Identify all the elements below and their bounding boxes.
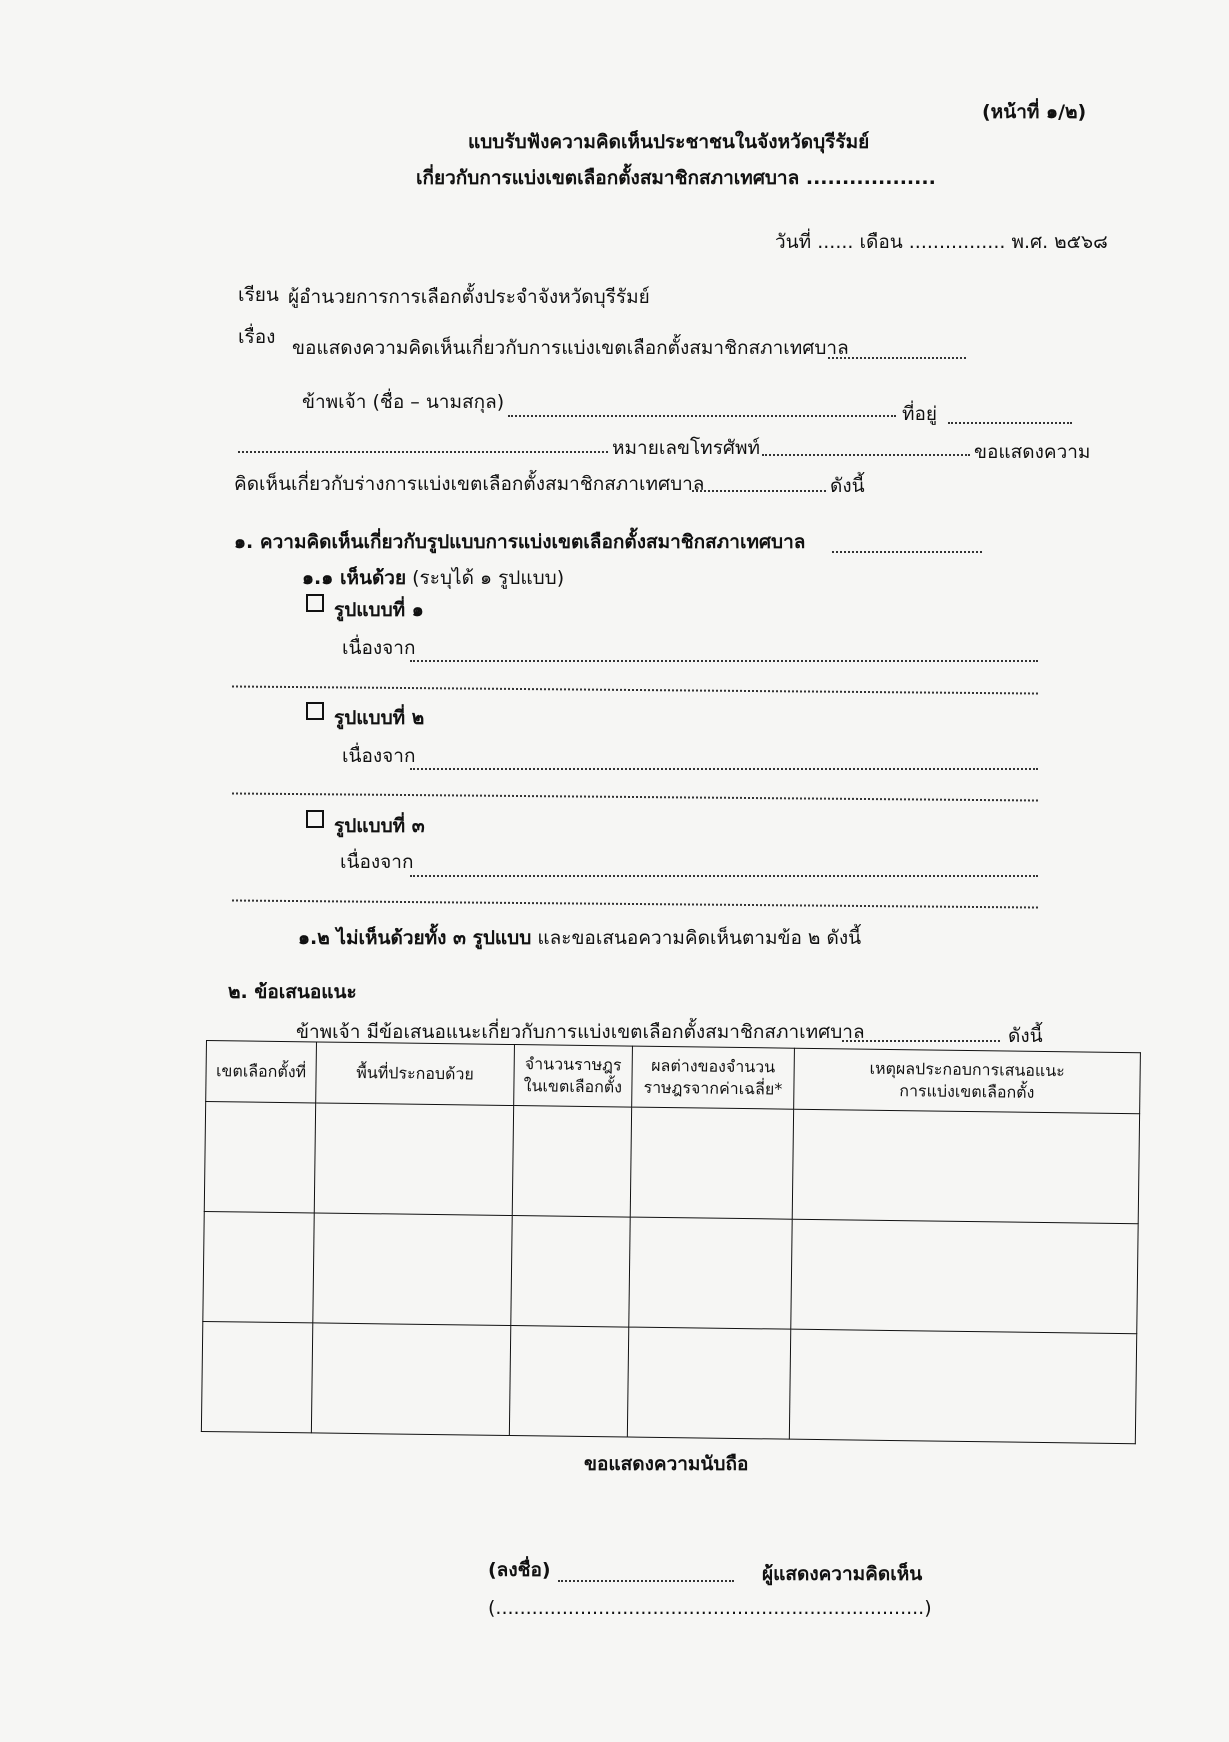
suggestion-intro-end: ดังนี้ — [1008, 1025, 1043, 1047]
section1-municipality-field[interactable] — [832, 551, 982, 553]
table-row — [201, 1321, 1136, 1443]
subject-text: ขอแสดงความคิดเห็นเกี่ยวกับการแบ่งเขตเลือกตั้งสมาชิกสภาเทศบาล — [292, 337, 849, 359]
option2-reason-field-2[interactable] — [232, 792, 1038, 801]
express-label: ขอแสดงความ — [974, 441, 1091, 463]
signer-name-field[interactable]: (.......................................................................) — [488, 1597, 932, 1619]
address-field[interactable] — [948, 422, 1072, 424]
table-row — [204, 1102, 1139, 1224]
table-cell[interactable] — [509, 1326, 628, 1438]
section1-heading: ๑. ความคิดเห็นเกี่ยวกับรูปแบบการแบ่งเขตเลือกตั้งสมาชิกสภาเทศบาล — [234, 531, 806, 553]
option1-reason-field[interactable] — [410, 660, 1038, 662]
disagree-line — [298, 926, 861, 950]
signature-field[interactable] — [558, 1580, 734, 1582]
table-cell[interactable] — [311, 1323, 510, 1436]
subject-municipality-field[interactable] — [828, 357, 966, 359]
option1-label: รูปแบบที่ ๑ — [334, 599, 424, 621]
option1-reason-label: เนื่องจาก — [342, 637, 416, 659]
option1-checkbox[interactable] — [306, 594, 324, 612]
table-cell[interactable] — [791, 1219, 1138, 1334]
col-header-reason: เหตุผลประกอบการเสนอแนะ การแบ่งเขตเลือกตั้ง — [794, 1048, 1141, 1114]
suggestion-intro: ข้าพเจ้า มีข้อเสนอแนะเกี่ยวกับการแบ่งเขตเลือกตั้งสมาชิกสภาเทศบาล — [296, 1021, 865, 1043]
col-header-district: เขตเลือกตั้งที่ — [206, 1041, 317, 1103]
agree-note: (ระบุได้ ๑ รูปแบบ) — [406, 567, 565, 589]
col-header-area: พื้นที่ประกอบด้วย — [316, 1042, 515, 1106]
to-label: เรียน — [238, 284, 279, 306]
signer-role: ผู้แสดงความคิดเห็น — [762, 1563, 923, 1585]
page-number: (หน้าที่ ๑/๒) — [982, 101, 1087, 123]
section2-heading: ๒. ข้อเสนอแนะ — [228, 981, 357, 1003]
table-cell[interactable] — [629, 1217, 792, 1329]
address-continued-field[interactable] — [238, 451, 608, 453]
address-label: ที่อยู่ — [902, 403, 938, 425]
suggestion-table — [201, 1040, 1141, 1444]
date-month-label[interactable]: เดือน ................ — [859, 231, 1012, 253]
phone-field[interactable] — [762, 454, 970, 456]
draft-opinion-text: คิดเห็นเกี่ยวกับร่างการแบ่งเขตเลือกตั้งสมาชิกสภาเทศบาล — [234, 473, 705, 495]
agree-line — [302, 566, 564, 590]
closing-text: ขอแสดงความนับถือ — [584, 1453, 749, 1475]
col-header-population: จำนวนราษฎร ในเขตเลือกตั้ง — [514, 1045, 633, 1108]
table-row — [203, 1211, 1138, 1333]
col-header-difference: ผลต่างของจำนวน ราษฎรจากค่าเฉลี่ย* — [632, 1046, 795, 1109]
disagree-label: ๑.๒ ไม่เห็นด้วยทั้ง ๓ รูปแบบ — [298, 927, 532, 949]
phone-label: หมายเลขโทรศัพท์ — [612, 437, 761, 459]
option3-reason-label: เนื่องจาก — [340, 851, 414, 873]
option2-reason-field[interactable] — [410, 768, 1038, 770]
suggestion-municipality-field[interactable] — [842, 1040, 1000, 1042]
option2-reason-label: เนื่องจาก — [342, 745, 416, 767]
form-subtitle: เกี่ยวกับการแบ่งเขตเลือกตั้งสมาชิกสภาเทศบาล .................. — [416, 167, 936, 189]
name-field[interactable] — [508, 415, 896, 417]
option1-reason-field-2[interactable] — [232, 685, 1038, 694]
draft-municipality-field[interactable] — [692, 490, 826, 492]
option2-label: รูปแบบที่ ๒ — [334, 707, 425, 729]
table-cell[interactable] — [204, 1102, 315, 1213]
agree-label: ๑.๑ เห็นด้วย — [302, 567, 407, 589]
option3-label: รูปแบบที่ ๓ — [334, 815, 425, 837]
to-recipient: ผู้อำนวยการการเลือกตั้งประจำจังหวัดบุรีรัมย์ — [288, 286, 650, 308]
table-cell[interactable] — [313, 1213, 512, 1326]
subject-label: เรื่อง — [238, 326, 276, 348]
table-cell[interactable] — [203, 1211, 314, 1322]
draft-opinion-end: ดังนี้ — [830, 475, 865, 497]
name-label: ข้าพเจ้า (ชื่อ – นามสกุล) — [302, 391, 505, 413]
table-cell[interactable] — [627, 1327, 790, 1439]
table-cell[interactable] — [511, 1216, 630, 1328]
table-cell[interactable] — [512, 1106, 631, 1218]
option2-checkbox[interactable] — [306, 702, 324, 720]
date-line — [775, 230, 1108, 254]
table-cell[interactable] — [314, 1103, 513, 1216]
disagree-rest: และขอเสนอความคิดเห็นตามข้อ ๒ ดังนี้ — [531, 927, 862, 949]
option3-reason-field[interactable] — [410, 875, 1038, 877]
signature-label: (ลงชื่อ) — [488, 1559, 551, 1581]
option3-checkbox[interactable] — [306, 810, 324, 828]
table-cell[interactable] — [201, 1321, 312, 1432]
date-year: พ.ศ. ๒๕๖๘ — [1011, 231, 1108, 253]
form-title: แบบรับฟังความคิดเห็นประชาชนในจังหวัดบุรีรัมย์ — [468, 131, 870, 153]
date-day-label[interactable]: วันที่ ...... — [775, 231, 860, 253]
table-cell[interactable] — [792, 1109, 1139, 1224]
table-cell[interactable] — [789, 1329, 1136, 1444]
option3-reason-field-2[interactable] — [232, 899, 1038, 908]
table-cell[interactable] — [630, 1107, 793, 1219]
